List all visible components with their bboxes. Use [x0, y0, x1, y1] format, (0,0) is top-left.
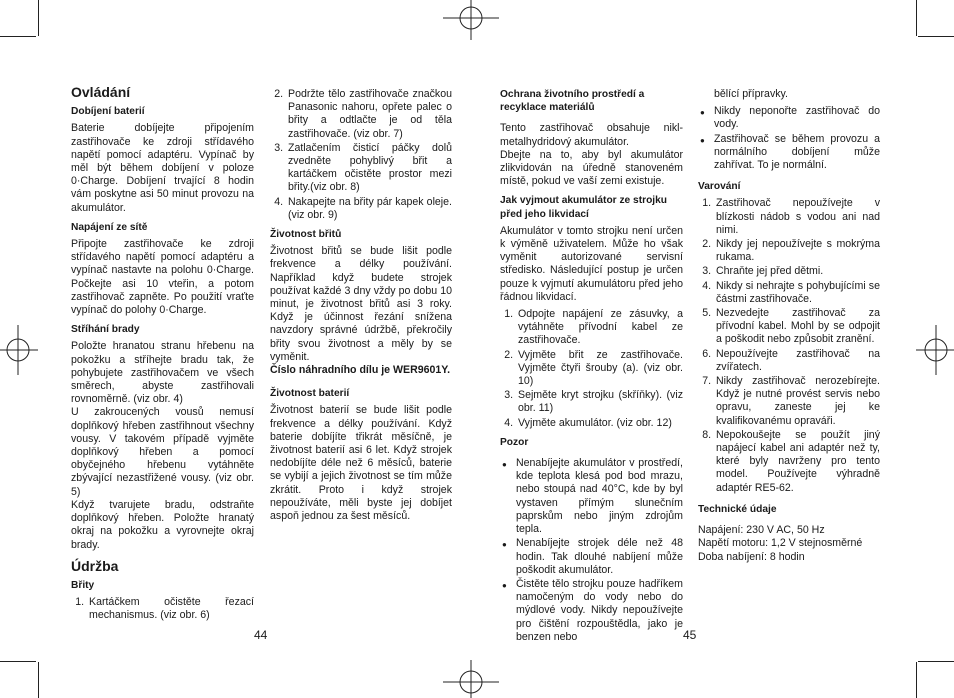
- list-item: ● Nikdy neponořte zastřihovač do vody.: [714, 105, 880, 131]
- list-item: 3. Chraňte jej před dětmi.: [714, 265, 880, 278]
- list-item: ● Nenabíjejte akumulátor v prostředí, kde teplota klesá pod bod mrazu, nebo stoupá nad 40°C, kde by byl vystaven přímým slunečním paprskům nebo jiným zdrojům tepla.: [516, 457, 683, 536]
- list-item: 4. Vyjměte akumulátor. (viz obr. 12): [516, 417, 683, 430]
- mains-text: Připojte zastřihovače ke zdroji střídavého napětí pomocí adaptéru a vypínač nastavte na polohu 0·Charge. Počkejte asi 10 vteřin, a potom zastřihovač zapněte. Po použití vraťte vypínač do polohy 0·Charge.: [71, 238, 254, 317]
- section-heading-controls: Ovládání: [71, 84, 131, 100]
- warnings-list: [698, 197, 880, 494]
- list-item: 4. Nakapejte na břity pár kapek oleje. (viz obr. 9): [286, 196, 452, 222]
- beard-text-3: Když tvarujete bradu, odstraňte doplňkový hřeben. Položte hranatý okraj na pokožku a vyrovnejte okraj brady.: [71, 498, 254, 551]
- list-item: 5. Nezvedejte zastřihovač za přívodní kabel. Mohl by se odpojit a poškodit nebo způsobit zranění.: [714, 307, 880, 347]
- crop-mark: [38, 662, 39, 698]
- list-item: 1. Odpojte napájení ze zásuvky, a vytáhněte přívodní kabel ze zastřihovače.: [516, 308, 683, 348]
- list-item: ● Čistěte tělo strojku pouze hadříkem namočeným do vody nebo do mýdlové vody. Nikdy nepoužívejte pro čištění rozpouštědla, jako je benzen nebo: [516, 578, 683, 644]
- subheading-environment: Ochrana životního prostředí a recyklace materiálů: [500, 89, 645, 114]
- registration-mark-icon: [0, 325, 38, 375]
- subheading-beard: Stříhání brady: [71, 324, 140, 336]
- continued-text: bělící přípravky.: [714, 88, 788, 100]
- blade-life-text: Životnost břitů se bude lišit podle frekvence a délky používání. Například když budete strojek používat každé 3 dny vždy po dobu 10 minut, je životnost břitů asi 3 roky. Když je účinnost řezání snížena navzdory správné údržbě, překročily břity svou životnost a měly by se vyměnit.: [270, 245, 452, 363]
- list-item: 7. Nikdy zastřihovač nerozebírejte. Když je nutné provést servis nebo opravu, zaneste jej ke kvalifikovanému opraváři.: [714, 375, 880, 428]
- page-number-left: 44: [254, 628, 268, 642]
- tech-line: Doba nabíjení: 8 hodin: [698, 550, 805, 563]
- blades-steps-list: [71, 596, 254, 622]
- blades-steps-list-continued: [270, 88, 452, 222]
- list-item: 8. Nepokoušejte se použít jiný napájecí kabel ani adaptér než ty, které byly navrženy pro tento model. Používejte výhradně adaptér RE5-62.: [714, 429, 880, 495]
- caution-list: [500, 457, 683, 644]
- subheading-warning: Varování: [698, 181, 741, 193]
- safety-bullets: [698, 105, 880, 172]
- crop-mark: [916, 662, 917, 698]
- spare-part-number: Číslo náhradního dílu je WER9601Y.: [270, 364, 451, 377]
- crop-mark: [38, 0, 39, 36]
- page-number-right: 45: [683, 628, 697, 642]
- list-item: 2. Nikdy jej nepoužívejte s mokrýma rukama.: [714, 238, 880, 264]
- beard-text-2: U zakroucených vousů nemusí doplňkový hřeben zastřihnout všechny vousy. V takovém případě vyjměte doplňkový hřeben a pomocí obyčejného hřebenu vytáhněte zbývající nezastřižené vousy. (viz obr. 5): [71, 406, 254, 498]
- subheading-battery-life: Životnost baterií: [270, 388, 350, 400]
- registration-mark-icon: [443, 660, 499, 698]
- crop-mark: [918, 36, 954, 37]
- registration-mark-icon: [916, 325, 954, 375]
- crop-mark: [0, 36, 36, 37]
- crop-mark: [918, 661, 954, 662]
- tech-line: Napětí motoru: 1,2 V stejnosměrné: [698, 537, 863, 550]
- beard-text: Položte hranatou stranu hřebenu na pokožku a stříhejte bradu tak, že pohybujete zastřihovačem ve všech směrech, abyste zastřihovali rovnoměrně. (viz obr. 4): [71, 340, 254, 406]
- right-column-2: [698, 88, 880, 564]
- list-item: 3. Sejměte kryt strojku (skříňky). (viz obr. 11): [516, 389, 683, 415]
- right-column-1: [500, 88, 683, 648]
- subheading-battery-removal: Jak vyjmout akumulátor ze strojku před jeho likvidací: [500, 195, 668, 220]
- environment-text-2: Dbejte na to, aby byl akumulátor zlikvidován na úředně stanoveném místě, pokud ve vaší zemi existuje.: [500, 148, 683, 188]
- technical-data: [698, 524, 880, 564]
- subheading-caution: Pozor: [500, 436, 529, 448]
- environment-text: Tento zastřihovač obsahuje nikl-metalhydridový akumulátor.: [500, 122, 683, 148]
- registration-mark-icon: [443, 0, 499, 40]
- subheading-blade-life: Životnost břitů: [270, 229, 342, 241]
- list-item: 4. Nikdy si nehrajte s pohybujícími se částmi zastřihovače.: [714, 280, 880, 306]
- removal-steps-list: [500, 308, 683, 430]
- crop-mark: [916, 0, 917, 36]
- battery-life-text: Životnost baterií se bude lišit podle frekvence a délky používání. Když baterie dobíjíte třikrát měsíčně, je životnost baterií asi 6 let. Když strojek nedobíjíte déle než 6 měsíců, baterie se vybijí a jejich životnost se tím může zkrátit. Proto i když strojek nepoužíváte, měli byste jej dobíjet aspoň jednou za šest měsíců.: [270, 404, 452, 523]
- left-column-2: [270, 88, 452, 527]
- list-item: ● Zastřihovač se během provozu a normálního dobíjení může zahřívat. To je normální.: [714, 133, 880, 173]
- subheading-blades: Břity: [71, 579, 95, 591]
- left-column-1: [71, 82, 254, 627]
- crop-mark: [0, 661, 36, 662]
- subheading-charging: Dobíjení baterií: [71, 106, 145, 118]
- tech-line: Napájení: 230 V AC, 50 Hz: [698, 524, 825, 537]
- list-item: 2. Vyjměte břit ze zastřihovače. Vyjměte čtyři šrouby (a). (viz obr. 10): [516, 349, 683, 389]
- list-item: ● Nenabíjejte strojek déle než 48 hodin. Tak dlouhé nabíjení může poškodit akumulátor.: [516, 537, 683, 577]
- section-heading-maintenance: Údržba: [71, 557, 119, 574]
- subheading-technical-data: Technické údaje: [698, 503, 777, 515]
- list-item: 6. Nepoužívejte zastřihovač na zvířatech.: [714, 348, 880, 374]
- list-item: 1. Zastřihovač nepoužívejte v blízkosti nádob s vodou ani nad nimi.: [714, 197, 880, 237]
- list-item: 1. Kartáčkem očistěte řezací mechanismus. (viz obr. 6): [87, 596, 254, 622]
- charging-text: Baterie dobíjejte připojením zastřihovače ke zdroji střídavého napětí pomocí adaptéru. Vypínač by měl být během dobíjení v poloze 0·Charge. Dobíjení trvající 8 hodin vám poskytne asi 50 minut provozu na akumulátor.: [71, 122, 254, 214]
- list-item: 2. Podržte tělo zastřihovače značkou Panasonic nahoru, opřete palec o břity a odtlačte je od těla zastřihovače. (viz obr. 7): [286, 88, 452, 141]
- list-item: 3. Zatlačením čisticí páčky dolů zvedněte pohyblivý břit a kartáčkem očistěte prostor mezi břity.(viz obr. 8): [286, 142, 452, 195]
- subheading-mains: Napájení ze sítě: [71, 221, 148, 233]
- battery-removal-text: Akumulátor v tomto strojku není určen k výměně uživatelem. Může ho však vyměnit autorizované servisní středisko. Následující postup je určen pouze k vyjmutí akumulátoru před jeho řádnou likvidací.: [500, 224, 683, 303]
